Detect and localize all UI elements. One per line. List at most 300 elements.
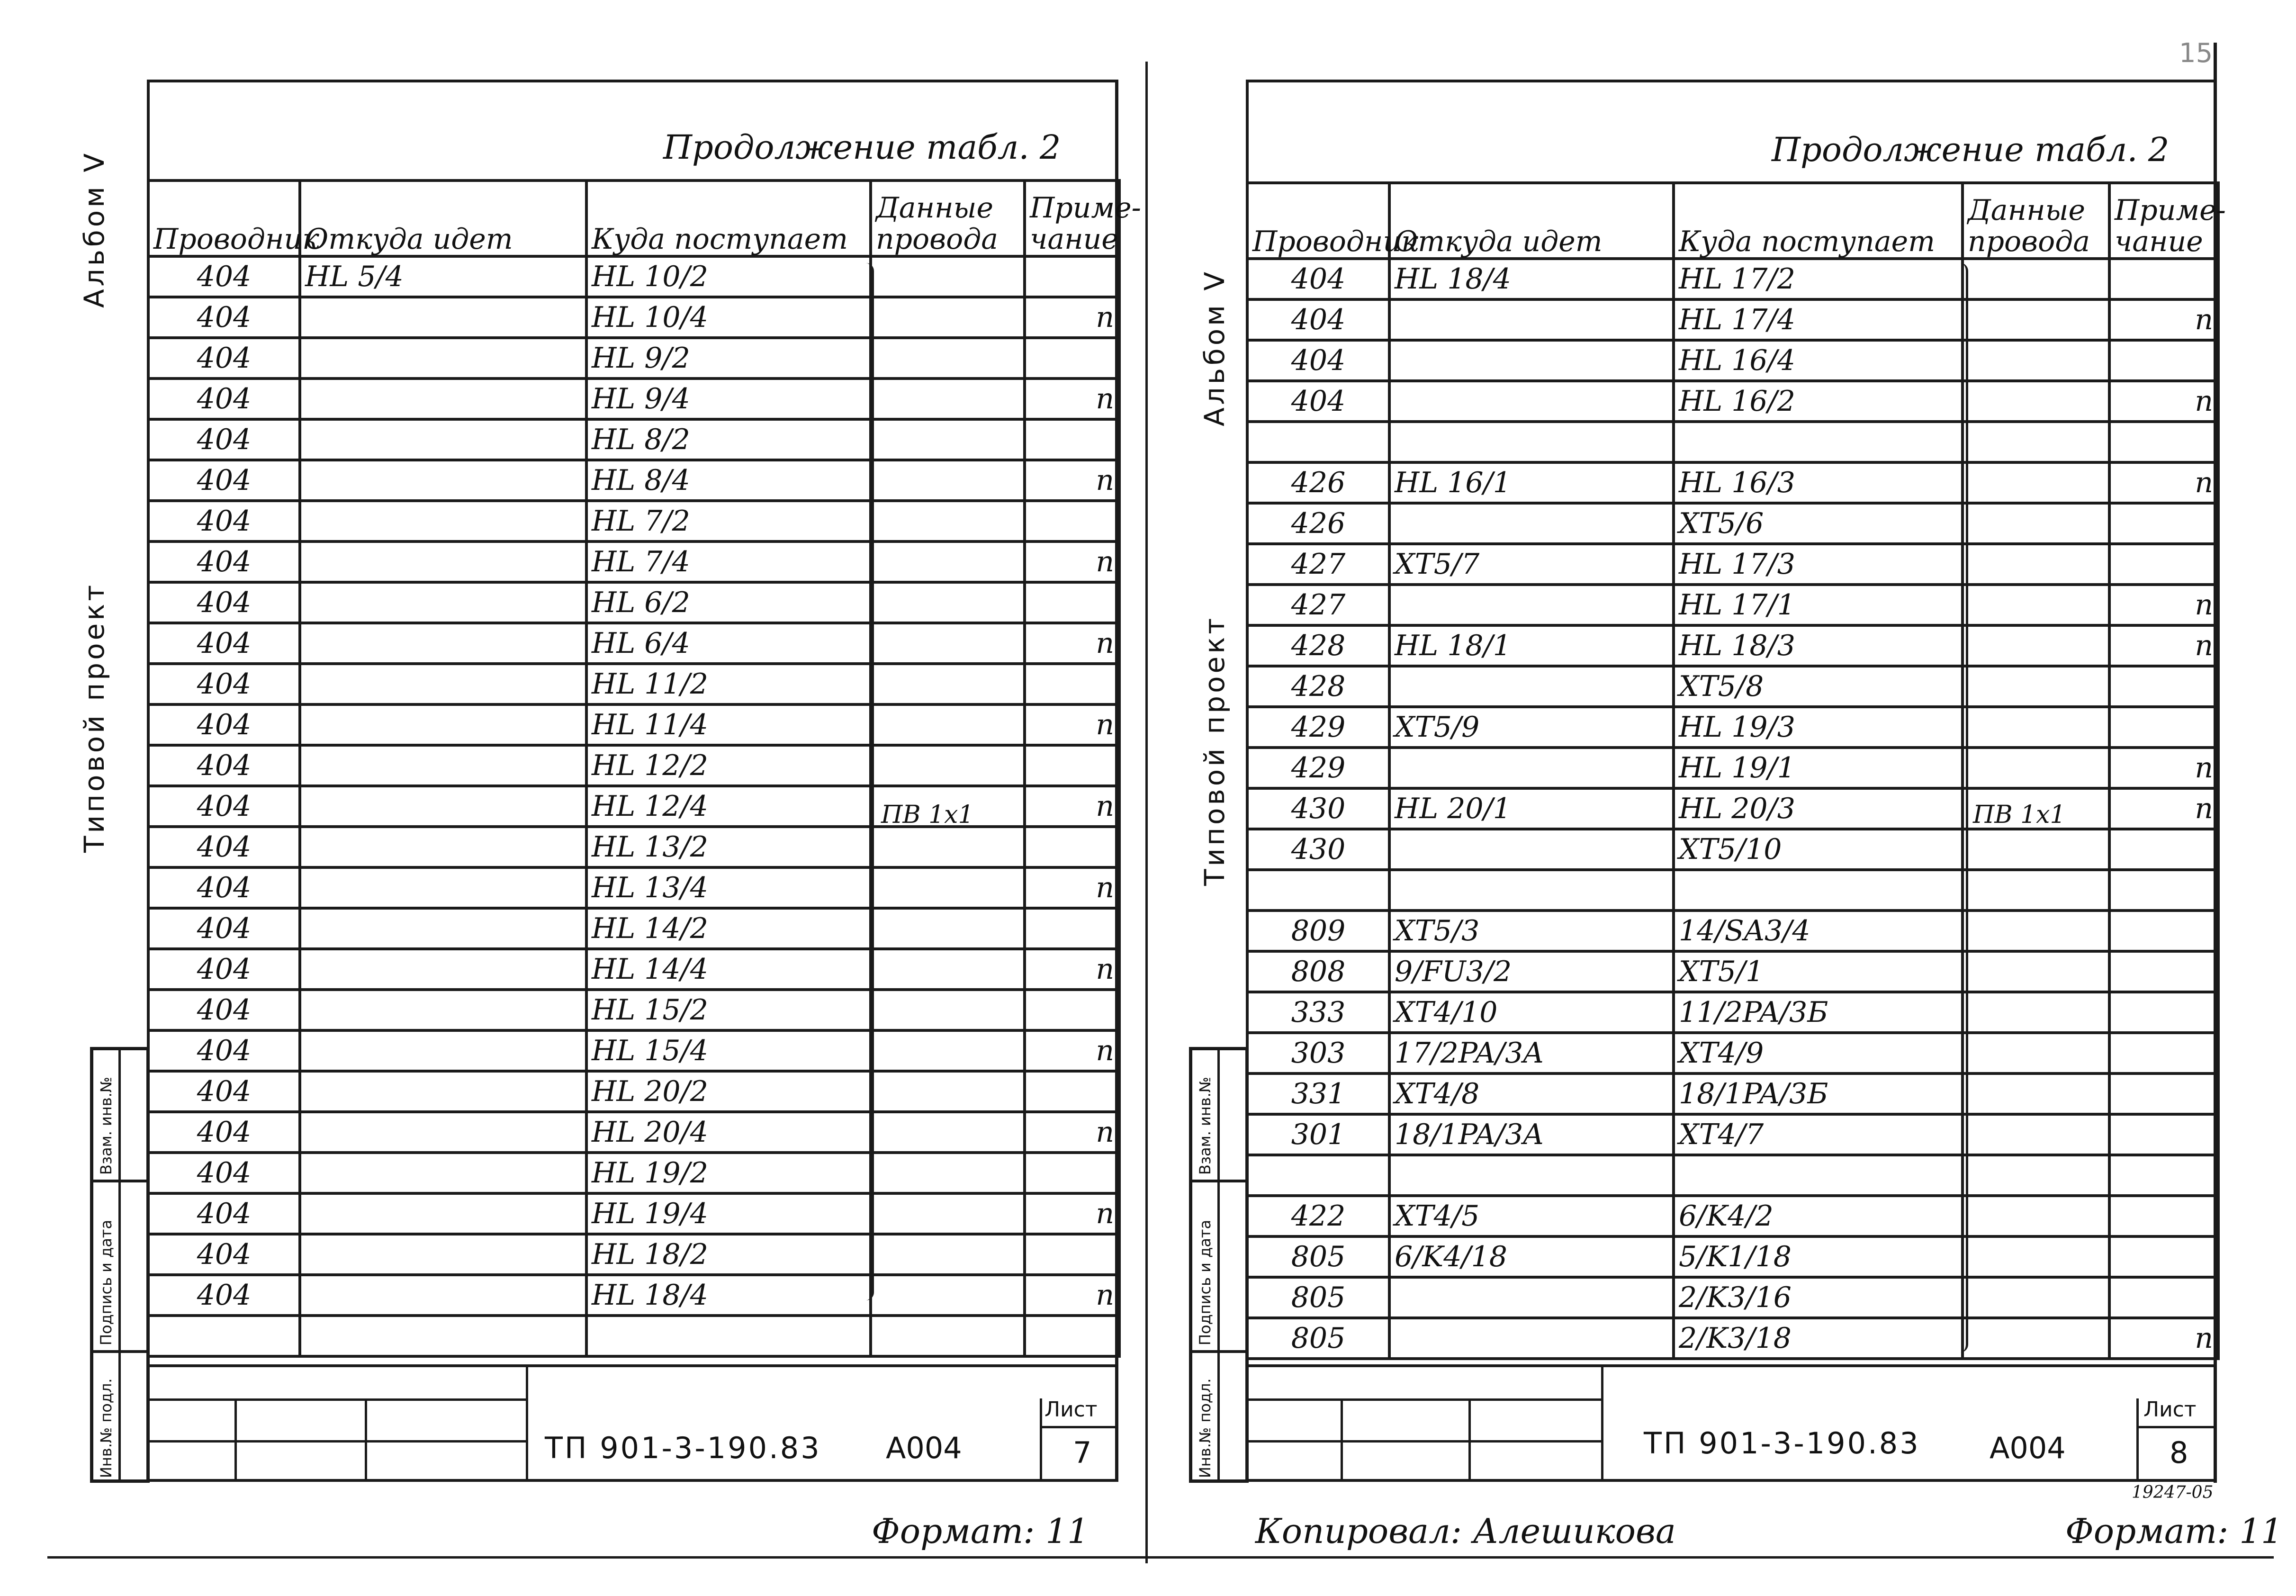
table-row [1247, 503, 2218, 544]
right-stamp-bottom [1246, 1479, 2217, 1482]
table-row [1247, 1073, 2218, 1114]
to-cell: HL 17/4 [1674, 299, 1963, 340]
to-cell [1674, 1155, 1963, 1196]
right-side-album: Альбом V [1198, 269, 1231, 426]
to-cell: 2/K3/18 [1674, 1318, 1963, 1359]
to-cell: HL 7/2 [586, 501, 871, 541]
right-stamp-top [1246, 1364, 2217, 1367]
from-cell: HL 20/1 [1389, 788, 1674, 829]
to-cell: HL 13/4 [586, 867, 871, 908]
to-cell: HL 8/4 [586, 460, 871, 501]
left-stamp-top [147, 1364, 1118, 1367]
data-cell [1963, 707, 2109, 748]
from-cell [300, 704, 586, 745]
right-footer-copied: Копировал: Алешикова [1255, 1511, 1676, 1551]
to-cell: 5/K1/18 [1674, 1236, 1963, 1277]
wire-cell [1247, 870, 1389, 911]
data-cell [1963, 666, 2109, 707]
to-cell: XT5/1 [1674, 951, 1963, 992]
right-header-wire: Проводник [1247, 183, 1389, 259]
note-cell: п [1025, 867, 1119, 908]
data-cell [871, 623, 1025, 664]
to-cell: HL 10/4 [586, 297, 871, 338]
table-row [1247, 585, 2218, 625]
data-cell [1963, 1155, 2109, 1196]
note-cell: п [1025, 1112, 1119, 1153]
right-header-from: Откуда идет [1389, 183, 1674, 259]
data-cell [1963, 299, 2109, 340]
data-cell [1963, 1073, 2109, 1114]
note-cell [2109, 829, 2218, 870]
right-sheet-label: Лист [2143, 1398, 2197, 1422]
right-side-stamp-col [1217, 1047, 1220, 1483]
table-row [148, 623, 1119, 664]
data-cell [871, 1030, 1025, 1071]
note-cell [2109, 1033, 2218, 1073]
from-cell [300, 419, 586, 460]
bottom-baseline [47, 1556, 2274, 1559]
note-cell [1025, 501, 1119, 541]
table-row [148, 949, 1119, 990]
wire-cell: 428 [1247, 666, 1389, 707]
wire-cell: 404 [148, 256, 300, 297]
table-row [148, 867, 1119, 908]
data-cell [1963, 911, 2109, 951]
left-stamp-col3 [526, 1364, 528, 1482]
left-stamp-bottom [147, 1479, 1118, 1482]
right-side-box-sign: Подпись и дата [1196, 1219, 1214, 1345]
left-side-stamp-col [118, 1047, 121, 1483]
to-cell: HL 18/3 [1674, 625, 1963, 666]
to-cell: HL 8/2 [586, 419, 871, 460]
from-cell [1389, 340, 1674, 381]
data-cell [1963, 1277, 2109, 1318]
data-cell [871, 867, 1025, 908]
table-row [1247, 544, 2218, 585]
note-cell [1025, 1071, 1119, 1112]
left-side-album: Альбом V [78, 150, 110, 308]
data-cell [1963, 259, 2109, 299]
from-cell: 17/2PA/3A [1389, 1033, 1674, 1073]
from-cell: XT4/8 [1389, 1073, 1674, 1114]
right-header-to: Куда поступает [1674, 183, 1963, 259]
data-cell [1963, 544, 2109, 585]
table-row [1247, 1155, 2218, 1196]
table-row [148, 297, 1119, 338]
data-cell [871, 1275, 1025, 1316]
table-row [148, 745, 1119, 786]
from-cell [300, 1193, 586, 1234]
data-cell [1963, 1196, 2109, 1236]
center-separator [1145, 62, 1148, 1563]
to-cell: HL 16/2 [1674, 381, 1963, 422]
wire-cell: 422 [1247, 1196, 1389, 1236]
right-stamp-col3 [1601, 1364, 1603, 1482]
wire-cell: 331 [1247, 1073, 1389, 1114]
to-cell: XT5/6 [1674, 503, 1963, 544]
to-cell: HL 15/2 [586, 990, 871, 1030]
right-top-border [1246, 80, 2217, 82]
from-cell [300, 582, 586, 623]
data-cell [1963, 340, 2109, 381]
wire-cell: 404 [148, 1071, 300, 1112]
data-cell [1963, 1318, 2109, 1359]
wire-cell: 404 [148, 664, 300, 704]
data-cell [1963, 1114, 2109, 1155]
from-cell [300, 990, 586, 1030]
from-cell [300, 867, 586, 908]
from-cell: XT5/9 [1389, 707, 1674, 748]
data-cell [1963, 748, 2109, 788]
from-cell [300, 1234, 586, 1275]
table-row [1247, 666, 2218, 707]
to-cell: HL 20/4 [586, 1112, 871, 1153]
data-cell [1963, 585, 2109, 625]
wire-cell: 805 [1247, 1277, 1389, 1318]
table-row [1247, 992, 2218, 1033]
note-cell [2109, 544, 2218, 585]
note-cell [1025, 827, 1119, 867]
data-cell [871, 949, 1025, 990]
data-cell [871, 827, 1025, 867]
to-cell: HL 20/2 [586, 1071, 871, 1112]
to-cell: HL 16/4 [1674, 340, 1963, 381]
right-stamp-row1 [1246, 1398, 1601, 1401]
note-cell: п [1025, 949, 1119, 990]
to-cell: XT4/7 [1674, 1114, 1963, 1155]
data-cell [1963, 992, 2109, 1033]
from-cell: XT5/7 [1389, 544, 1674, 585]
data-cell [1963, 381, 2109, 422]
wire-cell: 427 [1247, 585, 1389, 625]
left-top-border [147, 80, 1118, 82]
right-table-body [1247, 259, 2218, 1359]
to-cell: 2/K3/16 [1674, 1277, 1963, 1318]
wire-cell: 404 [1247, 259, 1389, 299]
left-sheet-label: Лист [1044, 1398, 1098, 1422]
right-footer-format: Формат: 11 [2065, 1511, 2283, 1551]
wire-cell: 429 [1247, 707, 1389, 748]
note-cell [2109, 992, 2218, 1033]
to-cell: HL 14/2 [586, 908, 871, 949]
to-cell: XT5/8 [1674, 666, 1963, 707]
to-cell: HL 11/2 [586, 664, 871, 704]
right-archive-number: 19247-05 [2132, 1483, 2214, 1502]
note-cell: п [2109, 748, 2218, 788]
note-cell [1025, 990, 1119, 1030]
from-cell [1389, 748, 1674, 788]
data-cell [1963, 870, 2109, 911]
table-row [148, 827, 1119, 867]
note-cell [1025, 664, 1119, 704]
to-cell: HL 6/2 [586, 582, 871, 623]
wire-cell: 404 [148, 419, 300, 460]
table-row [1247, 1318, 2218, 1359]
left-header-to: Куда поступает [586, 180, 871, 256]
from-cell [300, 297, 586, 338]
left-wiring-table [147, 179, 1141, 1358]
table-row [148, 541, 1119, 582]
wire-cell [1247, 422, 1389, 462]
to-cell: HL 12/2 [586, 745, 871, 786]
note-cell [2109, 666, 2218, 707]
from-cell [300, 664, 586, 704]
from-cell [300, 1153, 586, 1193]
from-cell [300, 541, 586, 582]
note-cell [1025, 1234, 1119, 1275]
right-side-project: Типовой проект [1198, 615, 1231, 886]
left-stamp-col2 [365, 1398, 367, 1481]
note-cell: п [1025, 786, 1119, 827]
from-cell [1389, 1318, 1674, 1359]
wire-cell: 404 [148, 297, 300, 338]
note-cell: п [2109, 1318, 2218, 1359]
table-row [1247, 462, 2218, 503]
wire-cell: 430 [1247, 829, 1389, 870]
table-row [148, 338, 1119, 379]
note-cell: п [2109, 299, 2218, 340]
table-row [1247, 951, 2218, 992]
table-row [1247, 788, 2218, 829]
note-cell: п [1025, 541, 1119, 582]
from-cell [1389, 503, 1674, 544]
right-side-box-inv: Инв.№ подл. [1196, 1378, 1214, 1478]
wire-cell: 404 [148, 623, 300, 664]
left-footer-format: Формат: 11 [872, 1511, 1089, 1551]
table-row [1247, 422, 2218, 462]
note-cell: п [2109, 625, 2218, 666]
note-cell [2109, 951, 2218, 992]
note-cell [2109, 911, 2218, 951]
wire-cell: 404 [148, 908, 300, 949]
data-cell [871, 541, 1025, 582]
wire-cell: 808 [1247, 951, 1389, 992]
left-header-wire: Проводник [148, 180, 300, 256]
from-cell [1389, 422, 1674, 462]
to-cell: HL 19/3 [1674, 707, 1963, 748]
wire-cell: 404 [1247, 299, 1389, 340]
table-row [148, 1071, 1119, 1112]
data-cell [871, 1234, 1025, 1275]
left-stamp-a004: А004 [886, 1431, 962, 1465]
data-cell [871, 338, 1025, 379]
table-row [148, 419, 1119, 460]
note-cell: п [2109, 381, 2218, 422]
to-cell: 11/2PA/3Б [1674, 992, 1963, 1033]
right-stamp-code: ТП 901-3-190.83 [1644, 1426, 1920, 1461]
data-cell [871, 582, 1025, 623]
to-cell: HL 18/2 [586, 1234, 871, 1275]
from-cell: HL 5/4 [300, 256, 586, 297]
to-cell [586, 1316, 871, 1356]
note-cell: п [2109, 788, 2218, 829]
table-row [148, 582, 1119, 623]
from-cell [300, 1275, 586, 1316]
left-side-box-sign: Подпись и дата [97, 1219, 115, 1345]
table-row [148, 460, 1119, 501]
right-stamp-col2 [1468, 1398, 1471, 1481]
right-side-box-replace: Взам. инв.№ [1196, 1076, 1214, 1175]
right-wire-spec: ПВ 1x1 [1973, 801, 2066, 829]
wire-cell: 404 [148, 745, 300, 786]
wire-cell: 430 [1247, 788, 1389, 829]
data-cell [871, 990, 1025, 1030]
from-cell [300, 827, 586, 867]
table-row [148, 1153, 1119, 1193]
to-cell [1674, 870, 1963, 911]
right-stamp-row2 [1246, 1440, 1601, 1443]
table-row [1247, 1033, 2218, 1073]
note-cell [1025, 419, 1119, 460]
table-row [1247, 625, 2218, 666]
left-header-data: Данные провода [871, 180, 1025, 256]
from-cell [1389, 585, 1674, 625]
from-cell [300, 1071, 586, 1112]
wire-cell: 333 [1247, 992, 1389, 1033]
from-cell [300, 460, 586, 501]
table-row [148, 1275, 1119, 1316]
wire-cell [148, 1316, 300, 1356]
wire-cell [1247, 1155, 1389, 1196]
table-row [1247, 340, 2218, 381]
left-stamp-col1 [234, 1398, 237, 1481]
data-cell [1963, 1033, 2109, 1073]
left-continuation-label: Продолжение табл. 2 [663, 128, 1061, 167]
wire-cell: 428 [1247, 625, 1389, 666]
left-side-project: Типовой проект [78, 582, 110, 853]
to-cell: XT4/9 [1674, 1033, 1963, 1073]
wire-cell: 404 [148, 582, 300, 623]
wire-cell: 427 [1247, 544, 1389, 585]
table-row [148, 664, 1119, 704]
wire-cell: 404 [148, 867, 300, 908]
wire-cell: 404 [148, 1112, 300, 1153]
table-row [148, 501, 1119, 541]
from-cell [300, 501, 586, 541]
wire-cell: 404 [148, 704, 300, 745]
wire-cell: 404 [148, 1234, 300, 1275]
wire-cell: 404 [148, 1275, 300, 1316]
wire-cell: 805 [1247, 1318, 1389, 1359]
note-cell [1025, 582, 1119, 623]
table-row [1247, 259, 2218, 299]
note-cell: п [1025, 379, 1119, 419]
wire-cell: 404 [148, 338, 300, 379]
to-cell: HL 20/3 [1674, 788, 1963, 829]
table-row [148, 379, 1119, 419]
left-stamp-col4 [1040, 1398, 1042, 1481]
to-cell: HL 17/1 [1674, 585, 1963, 625]
left-stamp-code: ТП 901-3-190.83 [545, 1431, 821, 1465]
left-stamp-row1 [147, 1398, 526, 1401]
from-cell: XT4/5 [1389, 1196, 1674, 1236]
to-cell: HL 13/2 [586, 827, 871, 867]
to-cell: HL 18/4 [586, 1275, 871, 1316]
table-row [1247, 299, 2218, 340]
to-cell: HL 11/4 [586, 704, 871, 745]
data-cell [871, 1193, 1025, 1234]
note-cell: п [1025, 623, 1119, 664]
to-cell: HL 19/2 [586, 1153, 871, 1193]
right-stamp-col4 [2136, 1398, 2139, 1481]
wire-cell: 404 [1247, 381, 1389, 422]
table-row [148, 908, 1119, 949]
right-wire-brace [1960, 263, 1968, 1353]
from-cell [1389, 381, 1674, 422]
from-cell [300, 1112, 586, 1153]
to-cell: HL 17/3 [1674, 544, 1963, 585]
to-cell: HL 12/4 [586, 786, 871, 827]
from-cell [1389, 870, 1674, 911]
wire-cell: 809 [1247, 911, 1389, 951]
left-sheet-number: 7 [1073, 1435, 1092, 1470]
wire-cell: 404 [148, 990, 300, 1030]
data-cell [871, 379, 1025, 419]
table-row [148, 704, 1119, 745]
wire-cell: 404 [148, 541, 300, 582]
wire-cell: 404 [148, 949, 300, 990]
note-cell [1025, 1316, 1119, 1356]
note-cell [2109, 422, 2218, 462]
from-cell [300, 1030, 586, 1071]
note-cell [2109, 340, 2218, 381]
from-cell [1389, 1155, 1674, 1196]
wire-cell: 303 [1247, 1033, 1389, 1073]
right-header-data: Данные провода [1963, 183, 2109, 259]
data-cell [871, 1071, 1025, 1112]
from-cell [300, 949, 586, 990]
from-cell: 9/FU3/2 [1389, 951, 1674, 992]
data-cell [871, 704, 1025, 745]
from-cell [1389, 666, 1674, 707]
right-stamp-col1 [1341, 1398, 1343, 1481]
to-cell: HL 15/4 [586, 1030, 871, 1071]
from-cell [300, 786, 586, 827]
to-cell: 6/K4/2 [1674, 1196, 1963, 1236]
table-row [1247, 381, 2218, 422]
left-stamp-sheet-line [1040, 1426, 1118, 1428]
to-cell: HL 14/4 [586, 949, 871, 990]
table-row [148, 256, 1119, 297]
to-cell: HL 19/4 [586, 1193, 871, 1234]
wire-cell: 404 [148, 1030, 300, 1071]
note-cell [2109, 1196, 2218, 1236]
wire-cell: 426 [1247, 462, 1389, 503]
wire-cell: 404 [148, 827, 300, 867]
note-cell [2109, 503, 2218, 544]
from-cell [1389, 299, 1674, 340]
note-cell [2109, 259, 2218, 299]
to-cell: HL 17/2 [1674, 259, 1963, 299]
to-cell: 18/1PA/3Б [1674, 1073, 1963, 1114]
to-cell: HL 19/1 [1674, 748, 1963, 788]
table-row [1247, 1236, 2218, 1277]
from-cell [300, 1316, 586, 1356]
right-sheet-number: 8 [2170, 1435, 2188, 1470]
from-cell [300, 908, 586, 949]
left-header-note: Приме- чание [1025, 180, 1119, 256]
table-row [148, 1112, 1119, 1153]
data-cell [1963, 462, 2109, 503]
data-cell [871, 256, 1025, 297]
wire-cell: 404 [148, 1153, 300, 1193]
right-continuation-label: Продолжение табл. 2 [1772, 130, 2170, 169]
to-cell [1674, 422, 1963, 462]
from-cell: HL 16/1 [1389, 462, 1674, 503]
to-cell: HL 9/4 [586, 379, 871, 419]
from-cell [300, 338, 586, 379]
from-cell: 18/1PA/3A [1389, 1114, 1674, 1155]
